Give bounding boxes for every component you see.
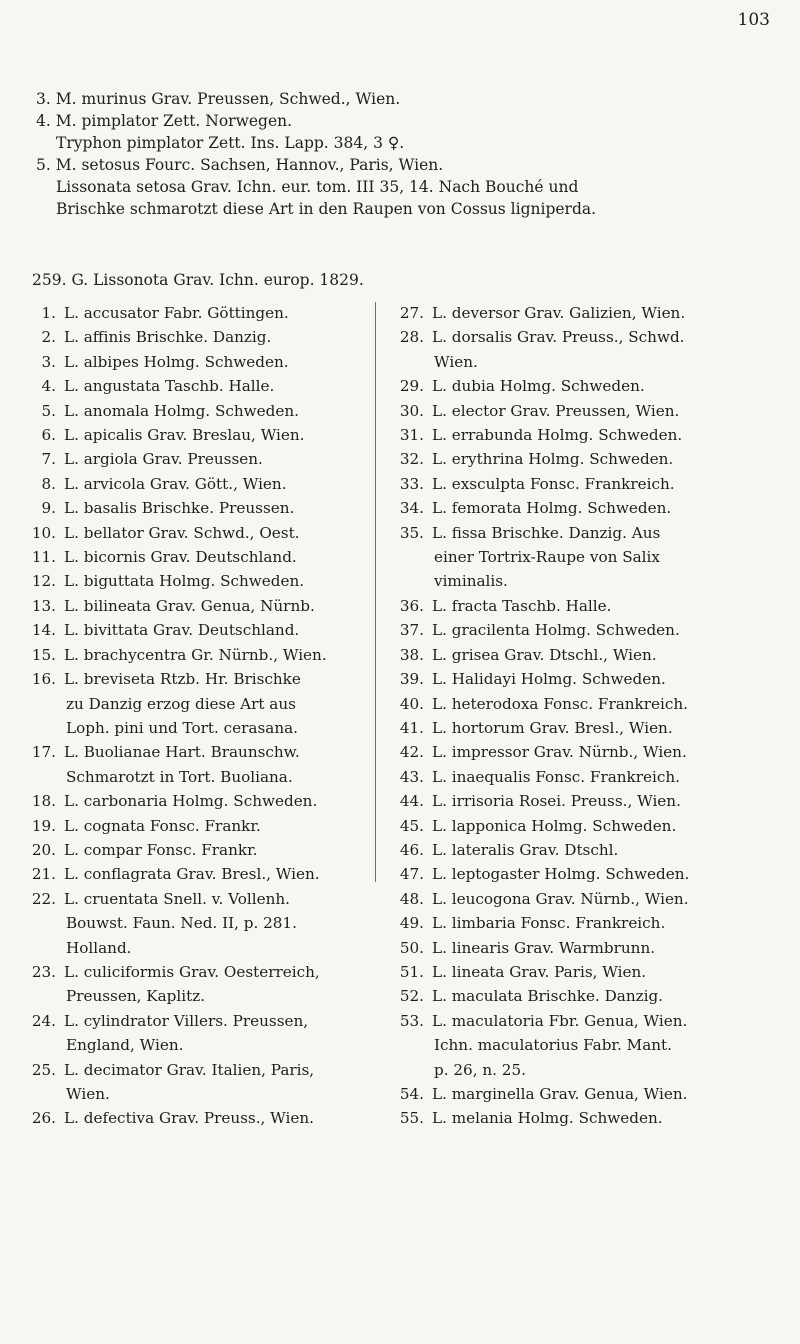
entry-text bbox=[64, 423, 372, 447]
entry-line: L. compar Fonsc. Frankr. bbox=[64, 840, 258, 859]
entry-number: 27. bbox=[399, 304, 424, 322]
entry-line: L. marginella Grav. Genua, Wien. bbox=[432, 1085, 688, 1103]
entry-number: 18. bbox=[31, 792, 56, 811]
entry-line: Loph. pini und Tort. cerasana. bbox=[66, 718, 298, 737]
species-entry bbox=[384, 423, 784, 447]
entry-number: 53. bbox=[399, 1011, 424, 1030]
entry-number: 55. bbox=[399, 1109, 424, 1128]
entry-line: L. albipes Holmg. Schweden. bbox=[64, 352, 289, 371]
entry-text bbox=[64, 545, 372, 569]
entry-number: 35. bbox=[399, 523, 424, 542]
entry-number: 8. bbox=[41, 474, 56, 493]
entry-text bbox=[64, 325, 372, 349]
entry-line: L. melania Holmg. Schweden. bbox=[432, 1109, 663, 1128]
entry-text bbox=[432, 814, 784, 838]
species-entry bbox=[384, 862, 784, 886]
entry-number: 29. bbox=[399, 377, 424, 396]
entry-text bbox=[64, 594, 372, 618]
entry-text bbox=[64, 472, 372, 496]
intro-line: Lissonata setosa Grav. Ichn. eur. tom. III 35, 14. Nach Bouché und bbox=[56, 178, 579, 196]
intro-entry-5 bbox=[36, 154, 776, 220]
entry-number: 41. bbox=[399, 718, 424, 737]
entry-number: 37. bbox=[399, 621, 424, 640]
species-entry bbox=[384, 667, 784, 691]
right-column bbox=[384, 301, 784, 1131]
entry-text bbox=[64, 301, 372, 325]
species-entry bbox=[384, 960, 784, 984]
species-entry bbox=[384, 521, 784, 594]
entry-number: 20. bbox=[31, 840, 56, 859]
entry-line: Ichn. maculatorius Fabr. Mant. bbox=[434, 1036, 672, 1055]
entry-text bbox=[432, 447, 784, 471]
page-number: 103 bbox=[737, 10, 770, 30]
species-entry bbox=[16, 1106, 372, 1130]
species-entry bbox=[384, 984, 784, 1008]
entry-number: 23. bbox=[31, 962, 56, 981]
entry-number: 6. bbox=[41, 426, 56, 445]
species-entry bbox=[384, 1009, 784, 1082]
entry-number: 12. bbox=[31, 572, 56, 591]
entry-text bbox=[432, 325, 784, 374]
entry-text bbox=[64, 399, 372, 423]
entry-number: 10. bbox=[31, 523, 56, 542]
species-entry bbox=[16, 472, 372, 496]
entry-line: L. cruentata Snell. v. Vollenh. bbox=[64, 889, 290, 908]
species-entry bbox=[384, 618, 784, 642]
entry-line: L. decimator Grav. Italien, Paris, bbox=[64, 1060, 315, 1079]
left-column bbox=[16, 301, 372, 1131]
entry-text bbox=[432, 472, 784, 496]
entry-line: L. bivittata Grav. Deutschland. bbox=[64, 621, 300, 640]
entry-text bbox=[64, 447, 372, 471]
species-entry bbox=[16, 569, 372, 593]
entry-text bbox=[64, 569, 372, 593]
entry-number: 38. bbox=[399, 645, 424, 664]
entry-line: L. erythrina Holmg. Schweden. bbox=[432, 450, 674, 469]
entry-text bbox=[432, 423, 784, 447]
entry-number: 47. bbox=[399, 865, 424, 884]
entry-line: L. culiciformis Grav. Oesterreich, bbox=[64, 962, 320, 981]
entry-line: L. lineata Grav. Paris, Wien. bbox=[432, 962, 647, 981]
entry-number: 42. bbox=[399, 743, 424, 762]
entry-text bbox=[64, 1106, 372, 1130]
entry-text bbox=[64, 789, 372, 813]
species-entry bbox=[16, 643, 372, 667]
entry-number: 34. bbox=[399, 499, 424, 518]
entry-line: L. affinis Brischke. Danzig. bbox=[64, 328, 272, 347]
intro-line: 5. M. setosus Fourc. Sachsen, Hannov., Paris, Wien. bbox=[36, 156, 444, 174]
entry-text bbox=[64, 374, 372, 398]
species-entry bbox=[384, 447, 784, 471]
entry-line: Holland. bbox=[66, 938, 132, 957]
entry-number: 46. bbox=[399, 840, 424, 859]
intro-line: Brischke schmarotzt diese Art in den Raupen von Cossus ligniperda. bbox=[56, 200, 597, 218]
entry-line: L. dorsalis Grav. Preuss., Schwd. bbox=[432, 328, 685, 347]
species-entry bbox=[16, 667, 372, 740]
entry-line: Wien. bbox=[434, 352, 478, 371]
entry-line: L. deversor Grav. Galizien, Wien. bbox=[432, 304, 686, 322]
entry-text bbox=[64, 814, 372, 838]
entry-line: L. maculatoria Fbr. Genua, Wien. bbox=[432, 1011, 688, 1030]
entry-text bbox=[432, 1082, 784, 1106]
entry-number: 24. bbox=[31, 1011, 56, 1030]
species-entry bbox=[16, 350, 372, 374]
entry-line: L. biguttata Holmg. Schweden. bbox=[64, 572, 305, 591]
entry-text bbox=[432, 301, 784, 325]
species-entry bbox=[16, 496, 372, 520]
entry-text bbox=[432, 765, 784, 789]
entry-text bbox=[432, 374, 784, 398]
entry-number: 7. bbox=[41, 450, 56, 469]
entry-line: L. exsculpta Fonsc. Frankreich. bbox=[432, 474, 675, 493]
entry-number: 50. bbox=[399, 938, 424, 957]
column-divider bbox=[375, 302, 376, 882]
species-entry bbox=[16, 1058, 372, 1107]
entry-number: 36. bbox=[399, 596, 424, 615]
species-entry bbox=[384, 789, 784, 813]
entry-number: 52. bbox=[399, 987, 424, 1006]
species-entry bbox=[384, 594, 784, 618]
entry-line: L. anomala Holmg. Schweden. bbox=[64, 401, 299, 420]
species-entry bbox=[384, 472, 784, 496]
entry-text bbox=[432, 960, 784, 984]
entry-text bbox=[432, 911, 784, 935]
entry-line: p. 26, n. 25. bbox=[434, 1060, 526, 1079]
entry-text bbox=[432, 692, 784, 716]
species-entry bbox=[16, 399, 372, 423]
species-entry bbox=[16, 740, 372, 789]
species-entry bbox=[384, 887, 784, 911]
entry-number: 5. bbox=[41, 401, 56, 420]
entry-line: L. cylindrator Villers. Preussen, bbox=[64, 1011, 309, 1030]
entry-number: 21. bbox=[31, 865, 56, 884]
entry-number: 39. bbox=[399, 670, 424, 689]
entry-number: 54. bbox=[399, 1085, 424, 1103]
entry-line: L. fracta Taschb. Halle. bbox=[432, 596, 612, 615]
entry-line: L. limbaria Fonsc. Frankreich. bbox=[432, 914, 666, 933]
entry-line: L. carbonaria Holmg. Schweden. bbox=[64, 792, 318, 811]
entry-number: 9. bbox=[41, 499, 56, 518]
entry-line: L. fissa Brischke. Danzig. Aus bbox=[432, 523, 661, 542]
entry-number: 40. bbox=[399, 694, 424, 713]
entry-number: 3. bbox=[41, 352, 56, 371]
entry-line: L. elector Grav. Preussen, Wien. bbox=[432, 401, 680, 420]
species-entry bbox=[16, 814, 372, 838]
entry-text bbox=[432, 667, 784, 691]
entry-text bbox=[64, 667, 372, 740]
entry-line: L. gracilenta Holmg. Schweden. bbox=[432, 621, 680, 640]
entry-text bbox=[64, 960, 372, 1009]
entry-number: 4. bbox=[41, 377, 56, 396]
entry-line: England, Wien. bbox=[66, 1036, 184, 1055]
species-entry bbox=[16, 618, 372, 642]
entry-line: L. accusator Fabr. Göttingen. bbox=[64, 304, 289, 322]
intro-section bbox=[36, 88, 776, 220]
entry-line: Preussen, Kaplitz. bbox=[66, 987, 206, 1006]
entry-number: 2. bbox=[41, 328, 56, 347]
species-entry bbox=[16, 838, 372, 862]
entry-line: L. apicalis Grav. Breslau, Wien. bbox=[64, 426, 305, 445]
species-entry bbox=[16, 1009, 372, 1058]
entry-number: 11. bbox=[31, 548, 56, 567]
species-entry bbox=[384, 1082, 784, 1106]
species-entry bbox=[384, 765, 784, 789]
species-entry bbox=[384, 325, 784, 374]
entry-line: L. argiola Grav. Preussen. bbox=[64, 450, 263, 469]
species-entry bbox=[16, 594, 372, 618]
entry-text bbox=[432, 838, 784, 862]
entry-number: 16. bbox=[31, 670, 56, 689]
species-entry bbox=[384, 1106, 784, 1130]
entry-number: 22. bbox=[31, 889, 56, 908]
species-entry bbox=[384, 911, 784, 935]
entry-text bbox=[64, 1009, 372, 1058]
entry-line: L. grisea Grav. Dtschl., Wien. bbox=[432, 645, 657, 664]
entry-line: L. impressor Grav. Nürnb., Wien. bbox=[432, 743, 687, 762]
entry-text bbox=[432, 740, 784, 764]
entry-text bbox=[64, 350, 372, 374]
entry-line: einer Tortrix-Raupe von Salix bbox=[434, 548, 660, 567]
entry-line: L. arvicola Grav. Gött., Wien. bbox=[64, 474, 287, 493]
entry-line: Bouwst. Faun. Ned. II, p. 281. bbox=[66, 914, 297, 933]
entry-text bbox=[432, 936, 784, 960]
entry-line: L. irrisoria Rosei. Preuss., Wien. bbox=[432, 792, 681, 811]
entry-line: L. bilineata Grav. Genua, Nürnb. bbox=[64, 596, 315, 615]
entry-number: 25. bbox=[31, 1060, 56, 1079]
species-entry bbox=[16, 789, 372, 813]
species-entry bbox=[16, 960, 372, 1009]
entry-line: L. femorata Holmg. Schweden. bbox=[432, 499, 672, 518]
species-entry bbox=[16, 545, 372, 569]
entry-text bbox=[432, 399, 784, 423]
entry-text bbox=[64, 862, 372, 886]
entry-text bbox=[64, 496, 372, 520]
entry-line: L. heterodoxa Fonsc. Frankreich. bbox=[432, 694, 688, 713]
entry-line: viminalis. bbox=[434, 572, 508, 591]
entry-text bbox=[64, 643, 372, 667]
entry-text bbox=[64, 740, 372, 789]
entry-number: 51. bbox=[399, 962, 424, 981]
entry-text bbox=[432, 618, 784, 642]
entry-number: 13. bbox=[31, 596, 56, 615]
entry-line: L. brachycentra Gr. Nürnb., Wien. bbox=[64, 645, 327, 664]
entry-line: L. conflagrata Grav. Bresl., Wien. bbox=[64, 865, 320, 884]
entry-line: L. cognata Fonsc. Frankr. bbox=[64, 816, 261, 835]
entry-text bbox=[432, 1106, 784, 1130]
species-entry bbox=[384, 814, 784, 838]
species-entry bbox=[384, 692, 784, 716]
entry-line: L. inaequalis Fonsc. Frankreich. bbox=[432, 767, 680, 786]
species-entry bbox=[16, 862, 372, 886]
entry-text bbox=[64, 1058, 372, 1107]
entry-line: L. leptogaster Holmg. Schweden. bbox=[432, 865, 690, 884]
entry-number: 31. bbox=[399, 426, 424, 445]
entry-number: 33. bbox=[399, 474, 424, 493]
entry-number: 1. bbox=[41, 304, 56, 322]
species-entry bbox=[384, 399, 784, 423]
entry-text bbox=[64, 618, 372, 642]
entry-number: 15. bbox=[31, 645, 56, 664]
entry-number: 19. bbox=[31, 816, 56, 835]
entry-text bbox=[432, 789, 784, 813]
entry-number: 26. bbox=[31, 1109, 56, 1128]
entry-text bbox=[432, 643, 784, 667]
intro-entry-3 bbox=[36, 88, 776, 110]
species-entry bbox=[384, 936, 784, 960]
entry-text bbox=[432, 594, 784, 618]
entry-text bbox=[64, 521, 372, 545]
entry-line: L. bicornis Grav. Deutschland. bbox=[64, 548, 297, 567]
species-entry bbox=[384, 374, 784, 398]
species-entry bbox=[384, 740, 784, 764]
entry-line: L. lateralis Grav. Dtschl. bbox=[432, 840, 619, 859]
entry-text bbox=[432, 716, 784, 740]
intro-line: 3. M. murinus Grav. Preussen, Schwed., Wien. bbox=[36, 90, 401, 108]
entry-line: L. leucogona Grav. Nürnb., Wien. bbox=[432, 889, 689, 908]
entry-number: 43. bbox=[399, 767, 424, 786]
entry-number: 30. bbox=[399, 401, 424, 420]
species-entry bbox=[16, 301, 372, 325]
entry-text bbox=[432, 521, 784, 594]
entry-text bbox=[64, 887, 372, 960]
entry-number: 14. bbox=[31, 621, 56, 640]
entry-text bbox=[432, 887, 784, 911]
species-entry bbox=[384, 716, 784, 740]
species-entry bbox=[16, 887, 372, 960]
species-entry bbox=[384, 838, 784, 862]
entry-line: L. defectiva Grav. Preuss., Wien. bbox=[64, 1109, 314, 1128]
entry-line: L. breviseta Rtzb. Hr. Brischke bbox=[64, 670, 301, 689]
species-entry bbox=[16, 521, 372, 545]
entry-line: zu Danzig erzog diese Art aus bbox=[66, 694, 296, 713]
entry-line: L. lapponica Holmg. Schweden. bbox=[432, 816, 677, 835]
species-entry bbox=[16, 447, 372, 471]
entry-line: L. angustata Taschb. Halle. bbox=[64, 377, 275, 396]
entry-line: L. maculata Brischke. Danzig. bbox=[432, 987, 664, 1006]
entry-line: L. bellator Grav. Schwd., Oest. bbox=[64, 523, 300, 542]
entry-line: L. dubia Holmg. Schweden. bbox=[432, 377, 645, 396]
entry-line: L. hortorum Grav. Bresl., Wien. bbox=[432, 718, 673, 737]
entry-line: Schmarotzt in Tort. Buoliana. bbox=[66, 767, 293, 786]
entry-text bbox=[432, 984, 784, 1008]
species-entry bbox=[16, 423, 372, 447]
species-entry bbox=[384, 643, 784, 667]
entry-text bbox=[432, 496, 784, 520]
species-entry bbox=[384, 301, 784, 325]
entry-line: L. Halidayi Holmg. Schweden. bbox=[432, 670, 666, 689]
entry-number: 28. bbox=[399, 328, 424, 347]
entry-text bbox=[64, 838, 372, 862]
species-entry bbox=[16, 325, 372, 349]
entry-text bbox=[432, 862, 784, 886]
intro-entry-4 bbox=[36, 110, 776, 154]
entry-number: 48. bbox=[399, 889, 424, 908]
entry-number: 49. bbox=[399, 914, 424, 933]
genus-heading: 259. G. Lissonota Grav. Ichn. europ. 1829. bbox=[32, 271, 364, 289]
entry-text bbox=[432, 1009, 784, 1082]
entry-line: L. Buolianae Hart. Braunschw. bbox=[64, 743, 300, 762]
entry-line: Wien. bbox=[66, 1085, 110, 1103]
entry-number: 17. bbox=[31, 743, 56, 762]
entry-line: L. basalis Brischke. Preussen. bbox=[64, 499, 295, 518]
entry-line: L. errabunda Holmg. Schweden. bbox=[432, 426, 683, 445]
entry-number: 32. bbox=[399, 450, 424, 469]
species-entry bbox=[16, 374, 372, 398]
intro-line: 4. M. pimplator Zett. Norwegen. bbox=[36, 112, 293, 130]
entry-number: 44. bbox=[399, 792, 424, 811]
species-entry bbox=[384, 496, 784, 520]
entry-number: 45. bbox=[399, 816, 424, 835]
entry-line: L. linearis Grav. Warmbrunn. bbox=[432, 938, 656, 957]
intro-line: Tryphon pimplator Zett. Ins. Lapp. 384, 3 ♀. bbox=[56, 134, 405, 152]
